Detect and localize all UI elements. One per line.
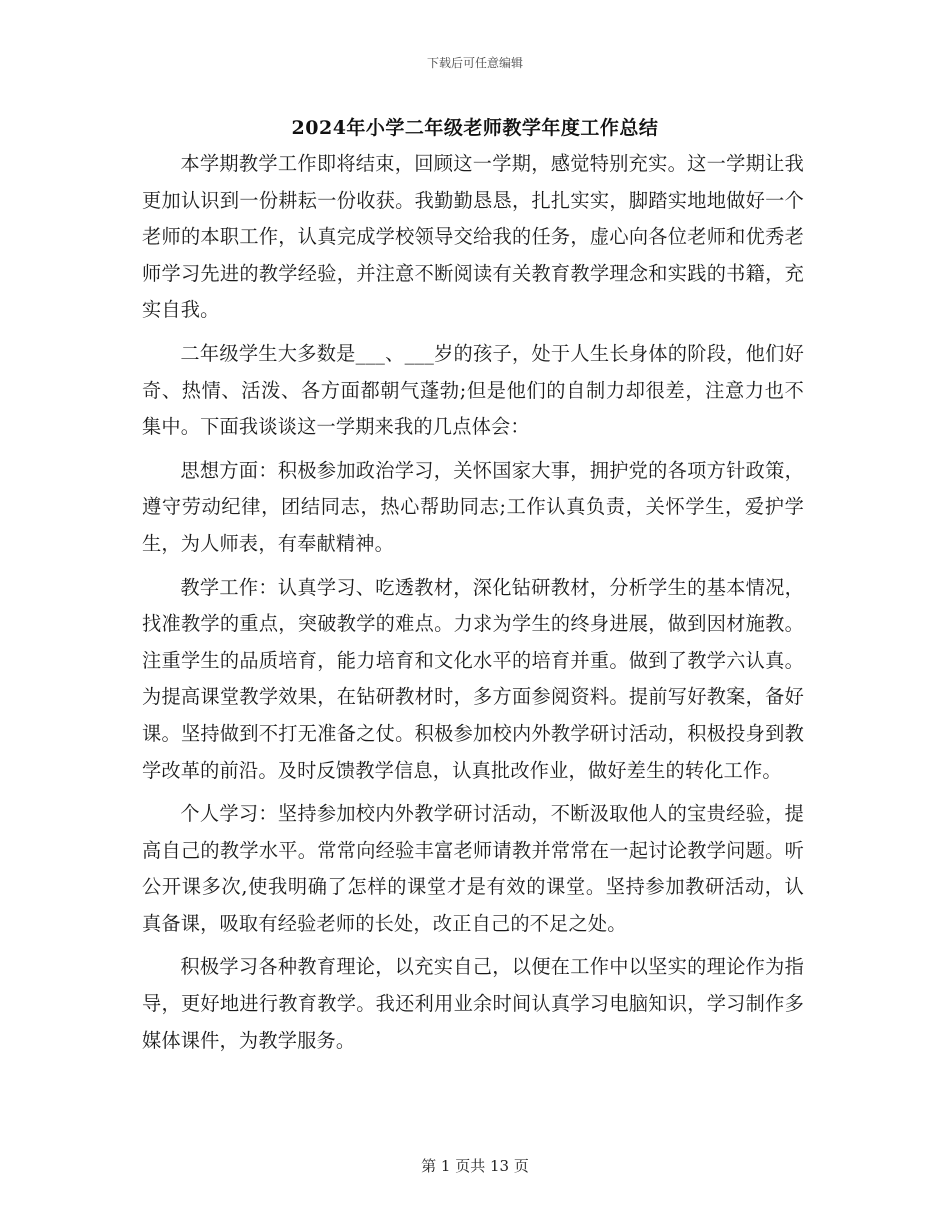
paragraph-theory: 积极学习各种教育理论，以充实自己，以便在工作中以坚实的理论作为指导，更好地进行教育教学。我还利用业余时间认真学习电脑知识，学习制作多媒体课件，为教学服务。 <box>142 955 804 1052</box>
header-note: 下载后可任意编辑 <box>426 56 523 70</box>
paragraph-teaching: 教学工作：认真学习、吃透教材，深化钻研教材，分析学生的基本情况，找准教学的重点，突破教学的难点。力求为学生的终身进展，做到因材施教。注重学生的品质培育，能力培育和文化水平的培育并重。做到了教学六认真。为提高课堂教学效果，在钻研教材时，多方面参阅资料。提前写好教案，备好课。坚持做到不打无准备之仗。积极参加校内外教学研讨活动，积极投身到教学改革的前沿。及时反馈教学信息，认真批改作业，做好差生的转化工作。 <box>142 575 804 782</box>
document-body <box>142 146 804 1066</box>
document-title: 2024年小学二年级老师教学年度工作总结 <box>291 117 659 139</box>
paragraph-personal-study: 个人学习：坚持参加校内外教学研讨活动，不断汲取他人的宝贵经验，提高自己的教学水平。常常向经验丰富老师请教并常常在一起讨论教学问题。听公开课多次,使我明确了怎样的课堂才是有效的课堂。坚持参加教研活动，认真备课，吸取有经验老师的长处，改正自己的不足之处。 <box>142 802 804 935</box>
paragraph-intro: 本学期教学工作即将结束，回顾这一学期，感觉特别充实。这一学期让我更加认识到一份耕耘一份收获。我勤勤恳恳，扎扎实实，脚踏实地地做好一个老师的本职工作，认真完成学校领导交给我的任务，虚心向各位老师和优秀老师学习先进的教学经验，并注意不断阅读有关教育教学理念和实践的书籍，充实自我。 <box>142 152 804 322</box>
page-number: 第 1 页共 13 页 <box>421 1157 529 1175</box>
paragraph-ideology: 思想方面：积极参加政治学习，关怀国家大事，拥护党的各项方针政策，遵守劳动纪律，团结同志，热心帮助同志;工作认真负责，关怀学生，爱护学生，为人师表，有奉献精神。 <box>142 458 804 555</box>
paragraph-students: 二年级学生大多数是___、___岁的孩子，处于人生长身体的阶段，他们好奇、热情、活泼、各方面都朝气蓬勃;但是他们的自制力却很差，注意力也不集中。下面我谈谈这一学期来我的几点体会： <box>142 341 804 439</box>
